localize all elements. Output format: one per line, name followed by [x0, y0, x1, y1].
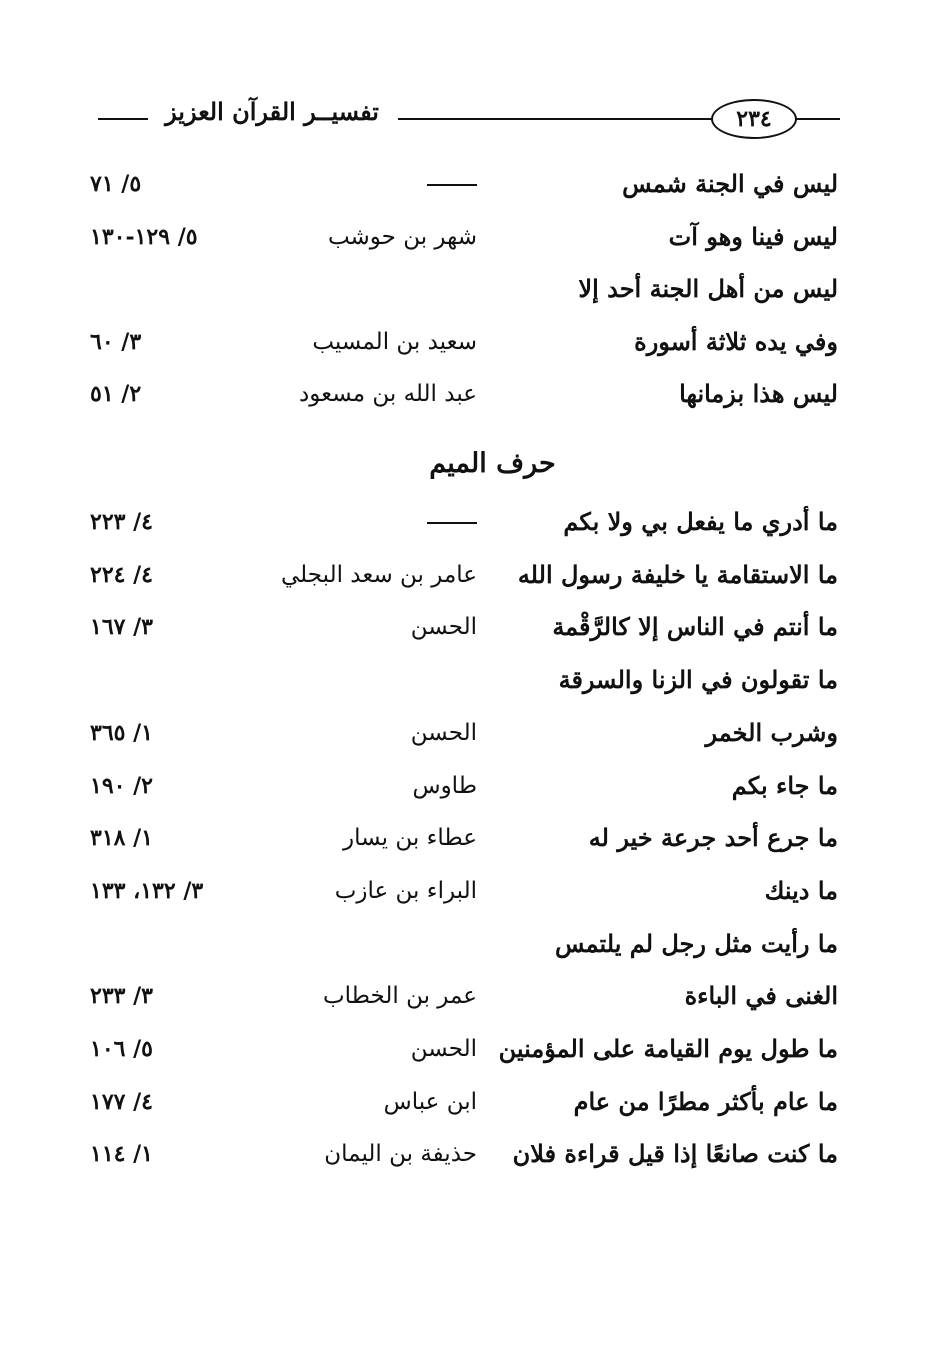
entry-narrator: طاوس: [412, 772, 477, 799]
entry-narrator: عبد الله بن مسعود: [299, 381, 477, 407]
section-heading: [0, 448, 935, 479]
entry-reference: ٣/ ١٦٧: [90, 614, 153, 641]
page-number: ٢٣٤: [711, 99, 797, 139]
index-entry-row: [0, 711, 935, 755]
no-narrator-dash: [427, 184, 477, 186]
entry-reference: ٤/ ٢٢٤: [90, 561, 153, 588]
entry-text: ما جاء بكم: [731, 770, 838, 800]
entry-reference: ٤/ ٢٢٣: [90, 509, 153, 535]
entry-text: ما أدري ما يفعل بي ولا بكم: [563, 507, 838, 536]
index-entry-row: [0, 215, 935, 259]
entry-reference: ١/ ١١٤: [90, 1141, 153, 1168]
running-title: تفسيــر القرآن العزيز: [165, 97, 379, 126]
entry-narrator: البراء بن عازب: [334, 877, 477, 904]
entry-narrator: ابن عباس: [383, 1088, 477, 1115]
no-narrator-dash: [427, 522, 477, 524]
entry-narrator: سعيد بن المسيب: [312, 328, 477, 355]
entry-reference: ٥/ ٧١: [90, 171, 142, 197]
entry-text: ما جرع أحد جرعة خير له: [588, 823, 838, 853]
header-rule-left: [98, 118, 148, 120]
entry-narrator: الحسن: [410, 614, 477, 641]
entry-text: ما رأيت مثل رجل لم يلتمس: [555, 928, 838, 958]
entry-text: ليس من أهل الجنة أحد إلا: [578, 274, 838, 303]
section-heading-text: حرف الميم: [429, 448, 556, 479]
index-entry-row: [0, 922, 935, 966]
entry-text: ما الاستقامة يا خليفة رسول الله: [517, 559, 838, 589]
entry-reference: ٤/ ١٧٧: [90, 1088, 153, 1115]
entry-narrator: الحسن: [410, 1036, 477, 1062]
entry-text: ما طول يوم القيامة على المؤمنين: [498, 1034, 838, 1063]
entry-reference: ٣/ ٦٠: [90, 328, 142, 355]
index-entry-row: [0, 553, 935, 597]
entry-text: الغنى في الباءة: [684, 981, 838, 1011]
index-entry-row: [0, 500, 935, 544]
page-header: [98, 95, 840, 145]
index-entry-row: [0, 764, 935, 808]
index-entry-row: [0, 372, 935, 416]
entry-narrator: عامر بن سعد البجلي: [281, 561, 477, 588]
entry-reference: ١/ ٣٦٥: [90, 719, 153, 746]
entry-narrator: حذيفة بن اليمان: [324, 1141, 477, 1168]
entry-reference: ٢/ ٥١: [90, 381, 142, 407]
index-entry-row: [0, 816, 935, 860]
entry-text: ليس في الجنة شمس: [622, 169, 838, 198]
entry-reference: ١/ ٣١٨: [90, 825, 153, 852]
entry-reference: ٢/ ١٩٠: [90, 772, 153, 799]
entry-reference: ٥/ ١٠٦: [90, 1036, 153, 1062]
index-entry-row: [0, 162, 935, 206]
entry-text: وفي يده ثلاثة أسورة: [634, 326, 838, 356]
entry-reference: ٥/ ١٢٩-١٣٠: [90, 223, 198, 250]
index-entry-row: [0, 869, 935, 913]
entry-text: وشرب الخمر: [705, 717, 838, 747]
entry-narrator: عطاء بن يسار: [343, 825, 477, 852]
index-entry-row: [0, 320, 935, 364]
entry-text: ما عام بأكثر مطرًا من عام: [573, 1086, 838, 1116]
entry-narrator: [242, 162, 477, 206]
entry-narrator: الحسن: [410, 719, 477, 746]
entry-text: ما تقولون في الزنا والسرقة: [558, 665, 838, 695]
entry-text: ليس فينا وهو آت: [668, 221, 838, 251]
index-entry-row: [0, 658, 935, 702]
index-entry-row: [0, 605, 935, 649]
index-entry-row: [0, 974, 935, 1018]
entry-reference: ٣/ ٢٣٣: [90, 983, 153, 1010]
entry-reference: ٣/ ١٣٢، ١٣٣: [90, 877, 204, 904]
index-entry-row: [0, 1080, 935, 1124]
entry-text: ما أنتم في الناس إلا كالرَّقْمة: [552, 612, 838, 642]
entry-text: ما دينك: [764, 875, 838, 905]
index-entry-row: [0, 1027, 935, 1071]
entry-text: ليس هذا بزمانها: [679, 379, 838, 408]
entry-text: ما كنت صانعًا إذا قيل قراءة فلان: [512, 1139, 838, 1169]
entry-narrator: [242, 500, 477, 544]
entry-narrator: شهر بن حوشب: [327, 223, 477, 250]
entry-narrator: عمر بن الخطاب: [322, 983, 477, 1010]
index-entry-row: [0, 267, 935, 311]
index-entry-row: [0, 1132, 935, 1176]
header-rule-right: [793, 118, 840, 120]
